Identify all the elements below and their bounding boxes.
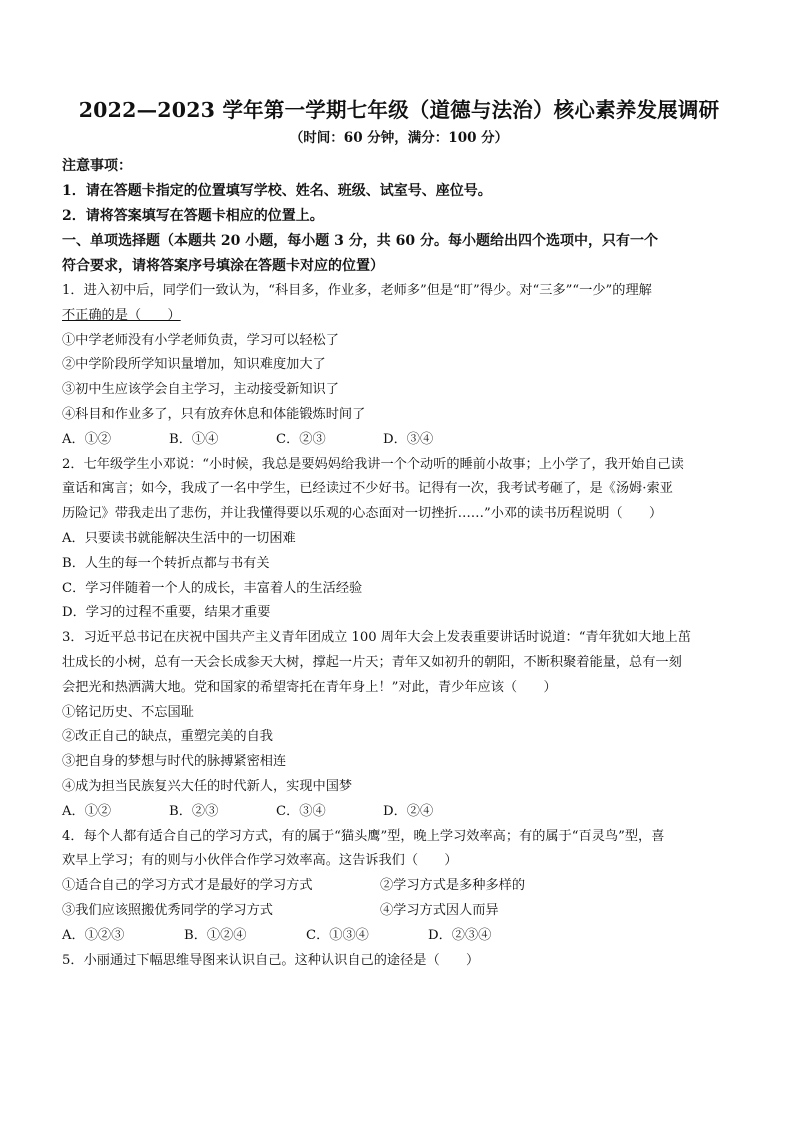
- section-heading: [62, 229, 736, 279]
- answer-options: [62, 924, 736, 949]
- option-a: A．①②: [62, 431, 112, 447]
- option-c: C．学习伴随着一个人的成长，丰富着人的生活经验: [62, 580, 363, 596]
- question-4: [62, 825, 736, 949]
- option-c: C．①③④: [306, 927, 369, 943]
- page-title: 2022—2023 学年第一学期七年级（道德与法治）核心素养发展调研: [78, 98, 720, 122]
- question-stem: 5．小丽通过下幅思维导图来认识自己。这种认识自己的途径是（ ）: [62, 952, 480, 968]
- option-c: C．②③: [276, 431, 326, 447]
- section-heading-line: 符合要求，请将答案序号填涂在答题卡对应的位置）: [62, 258, 384, 274]
- question-stem: 2．七年级学生小邓说：“小时候，我总是要妈妈给我讲一个个动听的睡前小故事；上小学了，我开始自己读: [62, 456, 684, 472]
- notice-block: [62, 154, 736, 229]
- option-d: D．②④: [383, 803, 434, 819]
- statement-row: [62, 874, 736, 899]
- question-stem: 欢早上学习；有的则与小伙伴合作学习效率高。这告诉我们（ ）: [62, 853, 458, 869]
- notice-item: 2．请将答案填写在答题卡相应的位置上。: [62, 208, 324, 224]
- statement: ②改正自己的缺点，重塑完美的自我: [62, 729, 273, 745]
- question-1: [62, 279, 736, 453]
- statement: ③把自身的梦想与时代的脉搏紧密相连: [62, 754, 287, 770]
- exam-time-score: （时间：60 分钟，满分：100 分）: [289, 130, 509, 146]
- question-stem: 童话和寓言；如今，我成了一名中学生，已经读过不少好书。记得有一次，我考试考砸了，是《汤姆·索亚: [62, 481, 673, 497]
- option-d: D．③④: [383, 431, 434, 447]
- question-stem: 不正确的是（ ）: [62, 307, 181, 323]
- statement: ③我们应该照搬优秀同学的学习方式: [62, 902, 273, 918]
- question-stem: 1．进入初中后，同学们一致认为，“科目多，作业多，老师多”但是“盯”得少。对“三多”“一少”的理解: [62, 283, 652, 298]
- question-5: [62, 949, 736, 974]
- option-c: C．③④: [276, 803, 326, 819]
- option-b: B．①②④: [184, 927, 247, 943]
- option-d: D．学习的过程不重要，结果才重要: [62, 605, 271, 621]
- option-b: B．①④: [169, 431, 219, 447]
- option-a: A．只要读书就能解决生活中的一切困难: [62, 530, 296, 546]
- question-stem: 历险记》带我走出了悲伤，并让我懂得要以乐观的心态面对一切挫折……”小邓的读书历程说明（ ）: [62, 506, 663, 522]
- option-a: A．①②: [62, 803, 112, 819]
- answer-options: [62, 800, 736, 825]
- statement: ④科目和作业多了，只有放弃休息和体能锻炼时间了: [62, 406, 366, 422]
- statement-row: [62, 899, 736, 924]
- statement: ④学习方式因人而异: [380, 902, 499, 918]
- option-a: A．①②③: [62, 927, 125, 943]
- notice-item: 1．请在答题卡指定的位置填写学校、姓名、班级、试室号、座位号。: [62, 183, 492, 199]
- question-2: [62, 453, 736, 627]
- statement: ①中学老师没有小学老师负责，学习可以轻松了: [62, 332, 339, 348]
- question-stem: 3．习近平总书记在庆祝中国共产主义青年团成立 100 周年大会上发表重要讲话时说道：“青年犹如大地上茁: [62, 630, 691, 646]
- statement: ①适合自己的学习方式才是最好的学习方式: [62, 878, 313, 894]
- question-stem: 会把光和热洒满大地。党和国家的希望寄托在青年身上！”对此，青少年应该（ ）: [62, 679, 557, 695]
- option-d: D．②③④: [428, 927, 492, 943]
- statement: ①铭记历史、不忘国耻: [62, 704, 194, 720]
- statement: ③初中生应该学会自主学习，主动接受新知识了: [62, 382, 339, 398]
- question-3: [62, 626, 736, 824]
- section-heading-line: 一、单项选择题（本题共 20 小题，每小题 3 分，共 60 分。每小题给出四个选项中，只有一个: [62, 233, 658, 249]
- option-b: B．人生的每一个转折点都与书有关: [62, 555, 270, 571]
- statement: ④成为担当民族复兴大任的时代新人，实现中国梦: [62, 778, 353, 794]
- notice-heading: 注意事项：: [62, 158, 132, 174]
- question-stem: 壮成长的小树，总有一天会长成参天大树，撑起一片天；青年又如初升的朝阳，不断积聚着能量，总有一刻: [62, 654, 682, 670]
- question-stem: 4．每个人都有适合自己的学习方式，有的属于“猫头鹰”型，晚上学习效率高；有的属于“百灵鸟”型，喜: [62, 828, 665, 844]
- answer-options: [62, 428, 736, 453]
- statement: ②学习方式是多种多样的: [380, 878, 526, 894]
- statement: ②中学阶段所学知识量增加，知识难度加大了: [62, 357, 326, 373]
- option-b: B．②③: [169, 803, 219, 819]
